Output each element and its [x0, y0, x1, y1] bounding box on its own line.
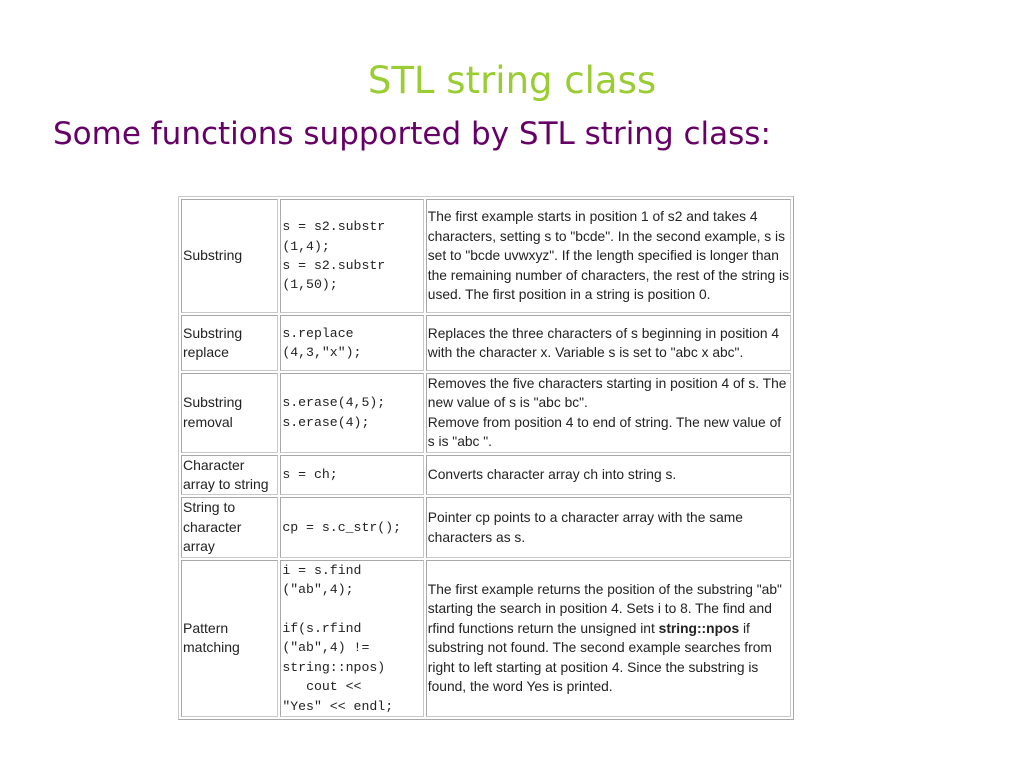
table-row [181, 373, 791, 453]
function-name-cell: Substring [181, 199, 278, 313]
npos-keyword: string::npos [658, 620, 740, 636]
description-text: if substring not found. The second example searches from right to left starting at position 4. Since the substring is found, the word Yes is printed. [427, 620, 776, 695]
code-cell: s = ch; [280, 455, 423, 496]
slide-title: STL string class [367, 59, 657, 102]
code-cell: s = s2.substr (1,4); s = s2.substr (1,50); [280, 199, 423, 313]
slide-subtitle: Some functions supported by STL string class: [53, 116, 771, 152]
functions-table [178, 196, 794, 720]
code-cell: i = s.find ("ab",4); if(s.rfind ("ab",4) != string::npos) cout << "Yes" << endl; [280, 560, 423, 717]
description-cell: Replaces the three characters of s beginning in position 4 with the character x. Variable s is set to "abc x abc". [426, 315, 791, 371]
description-cell: Pointer cp points to a character array with the same characters as s. [426, 497, 791, 557]
table-row [181, 199, 791, 313]
function-name-cell: Pattern matching [181, 560, 278, 717]
code-cell: cp = s.c_str(); [280, 497, 423, 557]
description-cell: Converts character array ch into string s. [426, 455, 791, 496]
description-cell [426, 560, 791, 717]
code-cell: s.replace (4,3,"x"); [280, 315, 423, 371]
table-row [181, 560, 791, 717]
function-name-cell: Substring removal [181, 373, 278, 453]
table-row [181, 497, 791, 557]
function-name-cell: Character array to string [181, 455, 278, 496]
description-cell: The first example starts in position 1 of s2 and takes 4 characters, setting s to "bcde". In the second example, s is set to "bcde uvwxyz". If the length specified is longer than the remaining number of characters, the rest of the string is used. The first position in a string is position 0. [426, 199, 791, 313]
table-row [181, 455, 791, 496]
code-cell: s.erase(4,5); s.erase(4); [280, 373, 423, 453]
description-cell: Removes the five characters starting in position 4 of s. The new value of s is "abc bc". Remove from position 4 to end of string. The new value of s is "abc ". [426, 373, 791, 453]
table-row [181, 315, 791, 371]
function-name-cell: Substring replace [181, 315, 278, 371]
description-text: The first example returns the position of the substring "ab" starting the search in position 4. Sets i to 8. The find and rfind functions return the unsigned int [427, 582, 786, 636]
function-name-cell: String to character array [181, 497, 278, 557]
functions-table-container [178, 196, 794, 720]
